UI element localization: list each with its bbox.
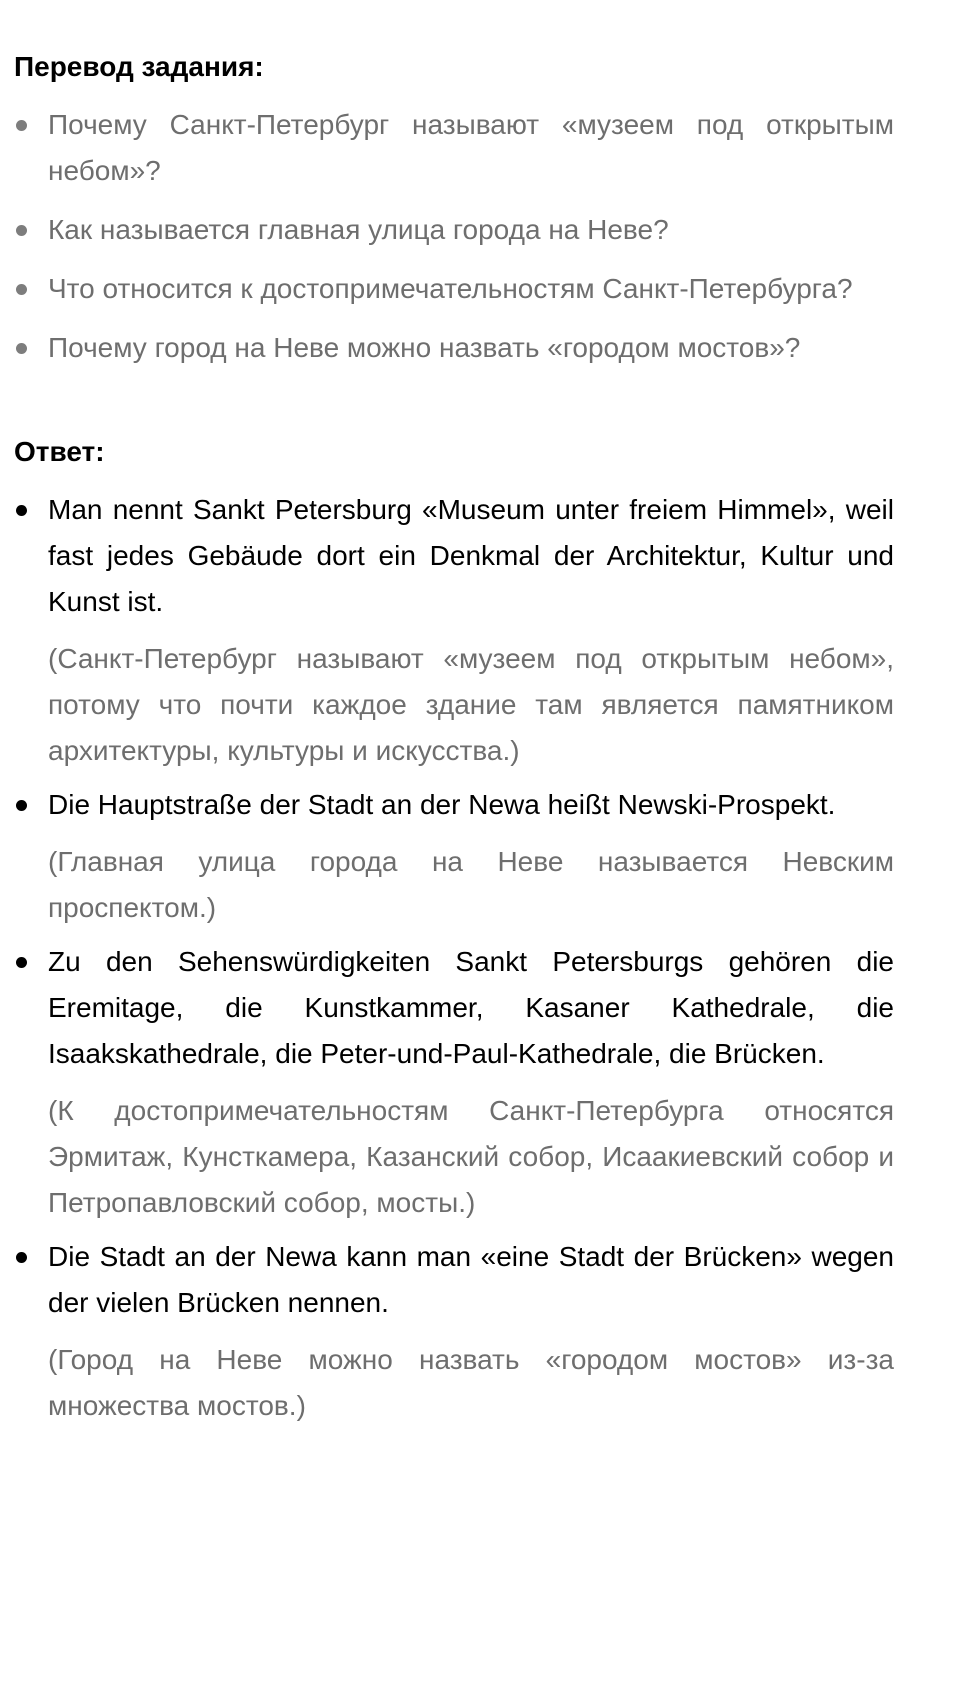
bullet-icon — [16, 1252, 27, 1263]
task-question-text: Почему Санкт-Петербург называют «музеем под открытым небом»? — [48, 109, 894, 186]
answer-russian-translation: (Главная улица города на Неве называется Невским проспектом.) — [48, 846, 894, 923]
task-question-list — [14, 102, 894, 371]
task-question-text: Почему город на Неве можно назвать «городом мостов»? — [48, 332, 801, 363]
answer-german-text: Die Stadt an der Newa kann man «eine Stadt der Brücken» wegen der vielen Brücken nennen. — [48, 1241, 894, 1318]
answer-russian-translation: (Город на Неве можно назвать «городом мостов» из-за множества мостов.) — [48, 1344, 894, 1421]
task-translation-heading: Перевод задания: — [14, 51, 264, 82]
answer-item — [14, 1234, 894, 1429]
answer-item — [14, 782, 894, 931]
bullet-icon — [16, 120, 27, 131]
task-question-text: Что относится к достопримечательностям Санкт-Петербурга? — [48, 273, 853, 304]
answer-item — [14, 939, 894, 1226]
task-question-text: Как называется главная улица города на Неве? — [48, 214, 669, 245]
bullet-icon — [16, 225, 27, 236]
answer-item — [14, 487, 894, 774]
document-page — [0, 44, 960, 1706]
answer-german-text: Zu den Sehenswürdigkeiten Sankt Petersburgs gehören die Eremitage, die Kunstkammer, Kasaner Kathedrale, die Isaakskathedrale, die Peter-und-Paul-Kathedrale, die Brücken. — [48, 946, 894, 1069]
bullet-icon — [16, 284, 27, 295]
answer-russian-translation: (Санкт-Петербург называют «музеем под открытым небом», потому что почти каждое здание там является памятником архитектуры, культуры и искусства.) — [48, 643, 894, 766]
answer-list — [14, 487, 894, 1429]
answer-german-text: Die Hauptstraße der Stadt an der Newa heißt Newski-Prospekt. — [48, 789, 836, 820]
answer-heading: Ответ: — [14, 436, 105, 467]
task-question-item — [14, 266, 894, 312]
bullet-icon — [16, 957, 27, 968]
bullet-icon — [16, 343, 27, 354]
task-question-item — [14, 207, 894, 253]
task-question-item — [14, 325, 894, 371]
bullet-icon — [16, 800, 27, 811]
task-question-item — [14, 102, 894, 194]
bullet-icon — [16, 505, 27, 516]
answer-german-text: Man nennt Sankt Petersburg «Museum unter freiem Himmel», weil fast jedes Gebäude dort ein Denkmal der Architektur, Kultur und Kunst ist. — [48, 494, 894, 617]
answer-russian-translation: (К достопримечательностям Санкт-Петербурга относятся Эрмитаж, Кунсткамера, Казанский собор, Исаакиевский собор и Петропавловский собор, мосты.) — [48, 1095, 894, 1218]
